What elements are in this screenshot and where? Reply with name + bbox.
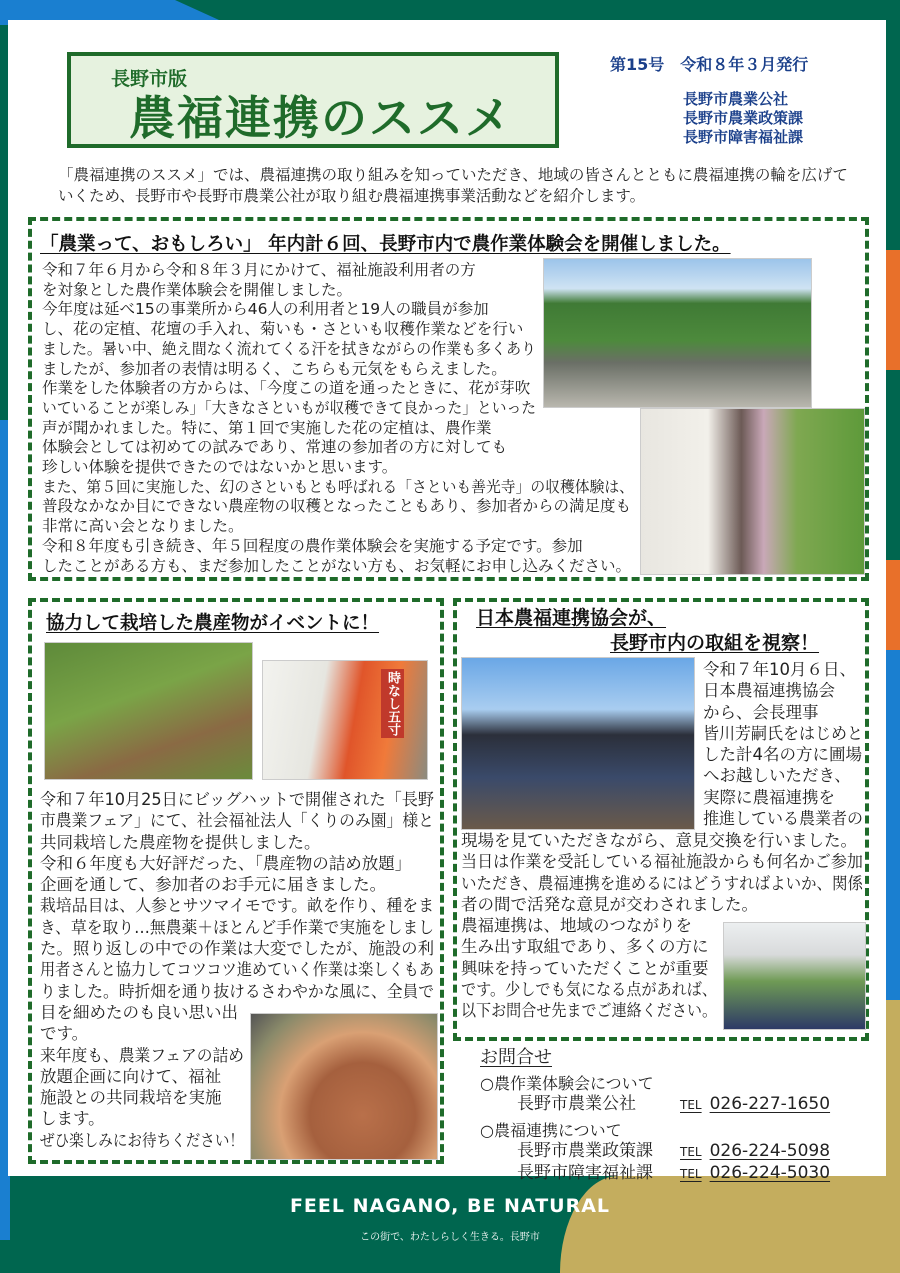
article3-title-line1: 日本農福連携協会が、	[476, 607, 667, 629]
seed-packet-text: 時なし五寸	[381, 669, 404, 738]
body-line: 者の間で活発な意見が交わされました。	[461, 894, 758, 914]
contact-phone[interactable]: 026-227-1650	[709, 1094, 831, 1114]
body-line: 現場を見ていただきながら、意見交換を行いました。	[461, 831, 857, 850]
body-line: します。	[40, 1109, 105, 1129]
contact-phone[interactable]: 026-224-5030	[709, 1163, 831, 1183]
body-line: 来年度も、農業フェアの詰め	[40, 1045, 245, 1065]
photo-delegation-group	[461, 657, 695, 830]
body-line: した計4名の方に圃場	[703, 745, 862, 765]
body-line: です。	[40, 1024, 89, 1044]
article3-body-full	[461, 830, 889, 915]
body-line: へお越しいただき、	[703, 766, 851, 786]
body-line: た。照り返しの中での作業は大変でしたが、施設の利	[40, 939, 434, 959]
body-line: 非常に高い会となりました。	[42, 517, 244, 536]
body-line: 施設との共同栽培を実施	[40, 1088, 222, 1108]
body-line: りました。時折畑を通り抜けるさわやかな風に、全員で	[40, 981, 435, 1001]
contact-title: お問合せ	[480, 1047, 552, 1068]
body-line: 令和７年６月から令和８年３月にかけて、福祉施設利用者の方	[42, 261, 476, 279]
intro-text	[58, 165, 848, 207]
body-line: ました。暑い中、絶え間なく流れてくる汗を拭きながらの作業も多くあり	[42, 339, 537, 358]
body-line: 共同栽培した農産物を提供しました。	[40, 832, 321, 852]
body-line: 普段なかなか目にできない農産物の収穫となったこともあり、参加者からの満足度も	[42, 497, 632, 516]
bg-blue-right	[884, 650, 900, 1000]
body-line: です。少しでも気になる点があれば、	[461, 979, 717, 999]
body-line: き、草を取り…無農薬＋ほとんど手作業で実施をしまし	[40, 917, 435, 937]
body-line: いただき、農福連携を進めるにはどうすればよいか、関係	[461, 873, 864, 893]
body-line: 目を細めたのも良い思い出	[40, 1003, 238, 1022]
body-line: 用者さんと協力してコツコツ進めていく作業は楽しくもあ	[40, 960, 434, 980]
body-line: ましたが、参加者の表情は明るく、こちらも元気をもらえました。	[42, 359, 507, 378]
body-line: 企画を通して、参加者のお手元に届きました。	[40, 875, 387, 895]
body-line: 農福連携は、地域のつながりを	[461, 916, 692, 935]
body-line: したことがある方も、まだ参加したことがない方も、お気軽にお申し込みください。	[42, 556, 632, 575]
tel-label: TEL	[680, 1167, 702, 1181]
article1-body	[42, 261, 662, 576]
article2-body-cont	[40, 1002, 271, 1151]
body-line: 作業をした体験者の方からは、「今度この道を通ったときに、花が芽吹	[42, 379, 531, 398]
article2-body	[40, 789, 469, 1002]
contact-org: 長野市農業公社	[517, 1094, 636, 1114]
footer-slogan: FEEL NAGANO, BE NATURAL	[289, 1195, 611, 1217]
body-line: 令和７年10月25日にビッグハットで開催された「長野	[40, 790, 434, 809]
body-line: 実際に農福連携を	[703, 787, 835, 807]
body-line: を対象とした農作業体験会を開催しました。	[42, 280, 353, 299]
body-line: から、会長理事	[703, 702, 819, 722]
body-line: し、花の定植、花壇の手入れ、菊いも・さといも収穫作業などを行い	[42, 320, 524, 339]
body-line: 声が聞かれました。特に、第１回で実施した花の定植は、農作業	[42, 418, 492, 437]
contact-entry	[517, 1094, 830, 1116]
contact-entry	[517, 1141, 830, 1163]
bg-gold-right	[884, 1000, 900, 1180]
body-line: 興味を持っていただくことが重要	[461, 958, 709, 978]
newsletter-title: 農福連携のススメ	[129, 91, 513, 145]
contact-entry	[517, 1163, 830, 1185]
edition-label: 長野市版	[111, 68, 188, 90]
contact-org: 長野市農業政策課	[517, 1141, 653, 1161]
body-line: ぜひ楽しみにお待ちください！	[40, 1130, 244, 1150]
intro-line: 「農福連携のススメ」では、農福連携の取り組みを知っていただき、地域の皆さんとともに農福連携の輪を広げて	[58, 166, 848, 184]
article3-body-left	[461, 915, 742, 1021]
article1-title: 「農業って、おもしろい」 年内計６回、長野市内で農作業体験会を開催しました。	[40, 234, 731, 255]
body-line: 日本農福連携協会	[703, 681, 835, 701]
body-line: 栽培品目は、人参とサツマイモです。畝を作り、種をま	[40, 896, 435, 916]
photo-field-harvest	[44, 642, 253, 780]
intro-line: いくため、長野市や長野市農業公社が取り組む農福連携事業活動などを紹介します。	[58, 187, 646, 205]
body-line: 珍しい体験を提供できたのではないかと思います。	[42, 458, 398, 477]
bg-orange-right	[884, 250, 900, 370]
article3-title-line2: 長野市内の取組を視察！	[610, 632, 820, 654]
article2-title: 協力して栽培した農産物がイベントに！	[46, 613, 380, 634]
publisher-org: 長野市農業公社	[683, 90, 789, 108]
body-line: 市農業フェア」にて、社会福祉法人「くりのみ園」様と	[40, 811, 434, 831]
contact-heading: ○農作業体験会について	[480, 1074, 654, 1093]
tel-label: TEL	[680, 1098, 702, 1112]
contact-heading: ○農福連携について	[480, 1121, 622, 1140]
tel-label: TEL	[680, 1145, 702, 1159]
body-line: 放題企画に向けて、福祉	[40, 1066, 222, 1086]
photo-sweet-potatoes	[250, 1013, 438, 1160]
body-line: 令和８年度も引き続き、年５回程度の農作業体験会を実施する予定です。参加	[42, 536, 583, 555]
body-line: 生み出す取組であり、多くの方に	[461, 937, 709, 957]
title-box	[67, 52, 559, 148]
publisher-org: 長野市農業政策課	[683, 109, 804, 127]
body-line: 体験会としては初めての試みであり、常連の参加者の方に対しても	[42, 438, 508, 457]
bg-orange-right-2	[884, 560, 900, 650]
contact-section	[480, 1043, 830, 1185]
photo-carrot-seed-packet	[262, 660, 428, 780]
article3-body-right	[703, 659, 868, 829]
body-line: 令和７年10月６日、	[703, 660, 856, 679]
bg-gold-bottom-right	[560, 1176, 900, 1273]
body-line: 推進している農業者の	[703, 809, 864, 829]
body-line: また、第５回に実施した、幻のさといもとも呼ばれる「さといも善光寺」の収穫体験は、	[42, 477, 634, 496]
body-line: いていることが楽しみ」「大きなさといもが収穫できて良かった」といった	[42, 398, 536, 417]
footer-tagline: この街で、わたしらしく生きる。長野市	[360, 1232, 540, 1243]
body-line: 今年度は延べ15の事業所から46人の利用者と19人の職員が参加	[42, 300, 489, 319]
body-line: 令和６年度も大好評だった、「農産物の詰め放題」	[40, 853, 412, 873]
body-line: 当日は作業を受託している福祉施設からも何名かご参加	[461, 852, 863, 872]
publisher-org: 長野市障害福祉課	[683, 128, 804, 146]
contact-org: 長野市障害福祉課	[517, 1163, 653, 1183]
contact-phone[interactable]: 026-224-5098	[709, 1141, 831, 1161]
photo-greenhouse-visit	[723, 922, 866, 1030]
photo-flower-planting	[640, 408, 865, 575]
issue-info: 第15号 令和８年３月発行	[610, 55, 809, 74]
body-line: 以下お問合せ先までご連絡ください。	[461, 1001, 718, 1021]
body-line: 皆川芳嗣氏をはじめと	[703, 723, 864, 743]
